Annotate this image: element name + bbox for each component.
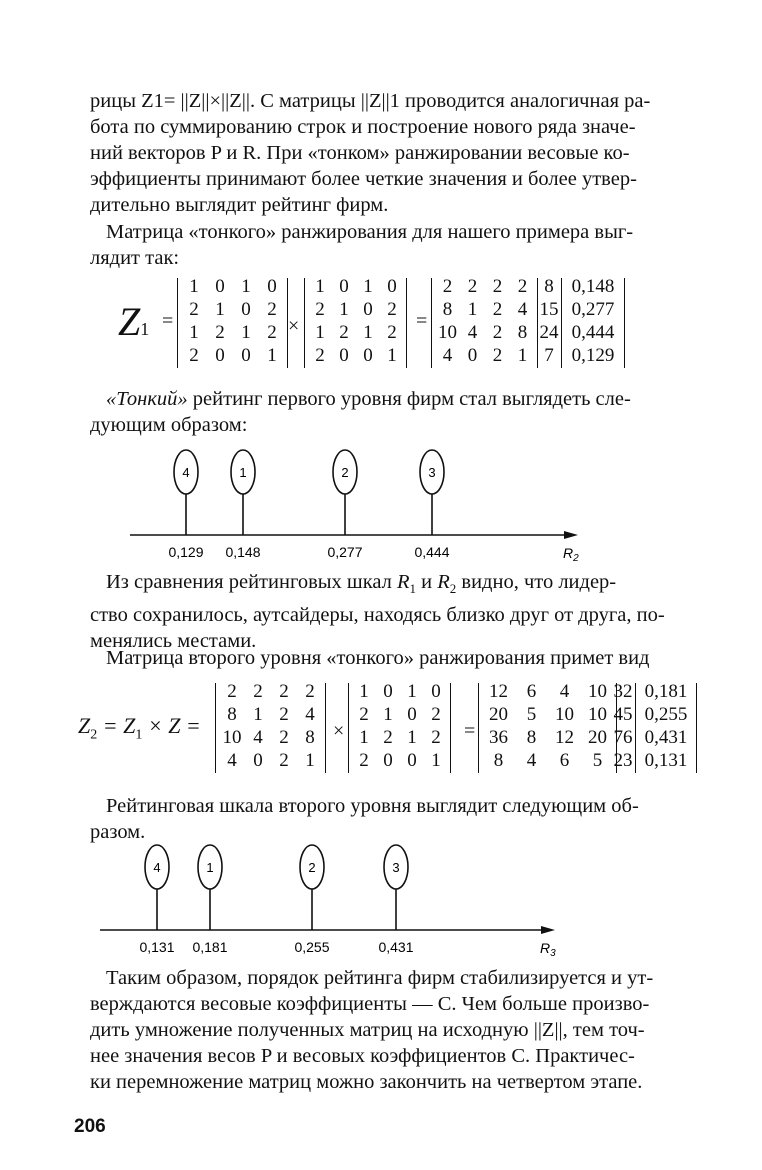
paragraph-intro [90, 88, 698, 218]
matrix-cell: 15 [539, 299, 559, 320]
text-line: ство сохранилось, аутсайдеры, находясь близко друг от друга, по- [90, 604, 665, 627]
matrix-cell: 2 [442, 276, 453, 297]
matrix-cell: 36 [489, 727, 508, 748]
text-line: Таким образом, порядок рейтинга фирм стабилизируется и ут- [106, 967, 654, 989]
tick-label: 0,129 [168, 544, 204, 560]
matrix-cell: 2 [387, 299, 397, 320]
matrix-cell: 0,129 [571, 345, 615, 366]
matrix-cell: 6 [559, 750, 570, 771]
matrix-bar [431, 278, 432, 368]
text-line: ки перемножение матриц можно закончить на четвертом этапе. [90, 1071, 643, 1093]
matrix-cell: 5 [592, 750, 603, 771]
equation-lhs: Z1 [118, 299, 150, 344]
matrix-cell: 76 [613, 727, 633, 748]
firm-label: 4 [153, 860, 161, 875]
text-line: Рейтинговая шкала второго уровня выглядит следующим об- [106, 795, 639, 817]
matrix-bar [624, 278, 625, 368]
matrix-cell: 2 [387, 322, 397, 343]
firm-label: 2 [341, 465, 349, 480]
axis-label: $R_3$ [540, 940, 556, 959]
matrix-cell: 4 [467, 322, 478, 343]
matrix-cell: 10 [588, 681, 607, 702]
firm-label: 3 [428, 465, 436, 480]
matrix-cell: 2 [267, 299, 277, 320]
text-line: дующим образом: [90, 414, 248, 436]
equals-sign: = [162, 310, 174, 332]
text-line: эффициенты принимают более четкие значения и более утвер- [90, 168, 637, 190]
matrix-cell: 1 [383, 704, 393, 725]
times-sign: × [288, 315, 300, 337]
matrix-cell: 4 [559, 681, 570, 702]
text-line: ний векторов P и R. При «тонком» ранжировании весовые ко- [90, 142, 630, 164]
paragraph-second-level [90, 645, 698, 671]
matrix-cell: 0 [241, 345, 251, 366]
axis-label: $R_2$ [563, 545, 579, 564]
tick-label: 0,431 [378, 939, 414, 955]
matrix-bar [177, 278, 178, 368]
firm-label: 1 [206, 860, 214, 875]
tick-label: 0,255 [294, 939, 330, 955]
matrix-cell: 1 [215, 299, 225, 320]
matrix-cell: 1 [467, 299, 478, 320]
text-line [90, 386, 698, 412]
tick-label: 0,277 [327, 544, 363, 560]
text-rest: рейтинг первого уровня фирм стал выглядеть сле- [187, 388, 631, 410]
matrix-cell: 1 [241, 322, 251, 343]
matrix-cell: 8 [544, 276, 554, 297]
matrix-cell: 32 [613, 681, 633, 702]
matrix-cell: 0,131 [644, 750, 688, 771]
matrix-bar [406, 278, 407, 368]
paragraph-conclusion [90, 965, 698, 1095]
text-line: бота по суммированию строк и построение нового ряда значе- [90, 116, 636, 138]
text-line: разом. [90, 821, 146, 843]
matrix-cell: 8 [517, 322, 528, 343]
matrix-cell: 1 [253, 704, 263, 725]
matrix-cell: 7 [544, 345, 554, 366]
matrix-cell: 2 [359, 750, 369, 771]
matrix-cell: 2 [339, 322, 349, 343]
paragraph-comparison [90, 569, 698, 654]
arrow-icon [541, 926, 555, 934]
matrix-cell: 2 [431, 704, 441, 725]
matrix-cell: 0 [407, 750, 417, 771]
matrix-bar [635, 683, 636, 773]
matrix-cell: 4 [526, 750, 537, 771]
matrix-cell: 5 [526, 704, 537, 725]
page-number: 206 [74, 1116, 106, 1137]
matrix-bar [696, 683, 697, 773]
matrix-cell: 2 [215, 322, 225, 343]
matrix-cell: 1 [315, 322, 325, 343]
matrix-cell: 8 [493, 750, 504, 771]
matrix-cell: 24 [539, 322, 559, 343]
matrix-cell: 2 [492, 322, 503, 343]
matrix-cell: 2 [267, 322, 277, 343]
firm-label: 2 [308, 860, 316, 875]
matrix-bar [478, 683, 479, 773]
arrow-icon [564, 531, 578, 539]
text-line: Матрица второго уровня «тонкого» ранжирования примет вид [106, 647, 650, 669]
matrix-cell: 1 [431, 750, 441, 771]
matrix-cell: 23 [613, 750, 633, 771]
matrix-cell: 0 [253, 750, 263, 771]
matrix-cell: 1 [363, 322, 373, 343]
matrix-cell: 1 [189, 276, 199, 297]
matrix-cell: 0,444 [571, 322, 615, 343]
firm-label: 4 [182, 465, 190, 480]
italic-word: «Тонкий» [106, 388, 188, 410]
matrix-cell: 0 [339, 276, 349, 297]
text-line: рицы Z1= ||Z||×||Z||. С матрицы ||Z||1 проводится аналогичная ра- [90, 90, 651, 112]
matrix-cell: 2 [467, 276, 478, 297]
matrix-cell: 2 [492, 299, 503, 320]
matrix-cell: 2 [492, 276, 503, 297]
matrix-cell: 0 [383, 681, 393, 702]
matrix-cell: 1 [363, 276, 373, 297]
rating-scale-r3 [0, 835, 762, 965]
matrix-cell: 0 [363, 299, 373, 320]
matrix-cell: 0 [363, 345, 373, 366]
matrix-cell: 0,277 [571, 299, 615, 320]
matrix-cell: 2 [359, 704, 369, 725]
tick-label: 0,444 [414, 544, 450, 560]
matrix-cell: 10 [222, 727, 242, 748]
matrix-cell: 2 [517, 276, 528, 297]
matrix-cell: 1 [267, 345, 277, 366]
matrix-cell: 1 [407, 727, 417, 748]
matrix-cell: 2 [315, 299, 325, 320]
text-line: дить умножение полученных матриц на исходную ||Z||, тем точ- [90, 1019, 645, 1041]
matrix-cell: 4 [305, 704, 315, 725]
text-line: лядит так: [90, 247, 180, 269]
matrix-bar [215, 683, 216, 773]
matrix-cell: 2 [253, 681, 263, 702]
text-line: Из сравнения рейтинговых шкал $R_1$ и $R_2$ видно, что лидер- [106, 571, 617, 597]
tick-label: 0,131 [139, 939, 175, 955]
tick-label: 0,181 [192, 939, 228, 955]
matrix-cell: 4 [227, 750, 237, 771]
matrix-cell: 0 [383, 750, 393, 771]
text-line: Матрица «тонкого» ранжирования для нашего примера выг- [106, 221, 634, 243]
times-sign: × [333, 720, 345, 742]
matrix-cell: 1 [359, 681, 369, 702]
matrix-cell: 2 [279, 704, 289, 725]
tick-label: 0,148 [225, 544, 261, 560]
matrix-cell: 0 [339, 345, 349, 366]
matrix-cell: 0 [431, 681, 441, 702]
matrix-cell: 12 [489, 681, 508, 702]
text-line: менялись местами. [90, 630, 257, 653]
matrix-cell: 10 [555, 704, 574, 725]
matrix-cell: 2 [189, 345, 199, 366]
matrix-bar [561, 278, 562, 368]
matrix-cell: 1 [387, 345, 397, 366]
matrix-cell: 20 [489, 704, 508, 725]
matrix-cell: 4 [517, 299, 528, 320]
matrix-cell: 1 [241, 276, 251, 297]
matrix-cell: 20 [588, 727, 607, 748]
matrix-cell: 0,181 [644, 681, 688, 702]
text-line: верждаются весовые коэффициенты — C. Чем больше произво- [90, 993, 650, 1015]
matrix-bar [304, 278, 305, 368]
matrix-cell: 1 [359, 727, 369, 748]
matrix-cell: 2 [383, 727, 393, 748]
matrix-cell: 2 [189, 299, 199, 320]
matrix-cell: 4 [253, 727, 263, 748]
matrix-cell: 2 [431, 727, 441, 748]
matrix-cell: 2 [279, 681, 289, 702]
matrix-bar [325, 683, 326, 773]
matrix-cell: 12 [555, 727, 574, 748]
equals-sign: = [416, 310, 428, 332]
firm-label: 3 [392, 860, 400, 875]
matrix-cell: 0 [241, 299, 251, 320]
matrix-cell: 1 [315, 276, 325, 297]
matrix-cell: 8 [227, 704, 237, 725]
matrix-cell: 8 [526, 727, 537, 748]
text-line: дительно выглядит рейтинг фирм. [90, 194, 389, 216]
matrix-cell: 45 [613, 704, 633, 725]
paragraph-matrix-intro [90, 219, 698, 271]
equation-lhs: $Z_2 = Z_1 \times Z$ = [78, 713, 201, 743]
matrix-cell: 0 [467, 345, 478, 366]
matrix-cell: 0 [407, 704, 417, 725]
matrix-cell: 2 [315, 345, 325, 366]
matrix-cell: 2 [305, 681, 315, 702]
matrix-cell: 0,148 [571, 276, 615, 297]
matrix-cell: 1 [339, 299, 349, 320]
matrix-cell: 0 [387, 276, 397, 297]
matrix-cell: 6 [526, 681, 537, 702]
matrix-cell: 1 [305, 750, 315, 771]
matrix-cell: 8 [442, 299, 453, 320]
matrix-cell: 1 [517, 345, 528, 366]
matrix-cell: 2 [492, 345, 503, 366]
matrix-cell: 10 [438, 322, 457, 343]
matrix-cell: 2 [227, 681, 237, 702]
matrix-cell: 10 [588, 704, 607, 725]
equals-sign: = [464, 720, 476, 742]
matrix-cell: 0,431 [644, 727, 688, 748]
firm-label: 1 [239, 465, 247, 480]
paragraph-rating1 [90, 386, 698, 438]
matrix-cell: 0 [267, 276, 277, 297]
matrix-cell: 8 [305, 727, 315, 748]
text-line: нее значения весов P и весовых коэффициентов C. Практичес- [90, 1045, 635, 1067]
matrix-cell: 4 [442, 345, 453, 366]
matrix-cell: 1 [189, 322, 199, 343]
matrix-cell: 0,255 [644, 704, 688, 725]
rating-scale-r2 [0, 440, 762, 570]
matrix-cell: 0 [215, 345, 225, 366]
matrix-cell: 1 [407, 681, 417, 702]
matrix-cell: 0 [215, 276, 225, 297]
matrix-bar [450, 683, 451, 773]
matrix-cell: 2 [279, 750, 289, 771]
matrix-cell: 2 [279, 727, 289, 748]
matrix-bar [348, 683, 349, 773]
